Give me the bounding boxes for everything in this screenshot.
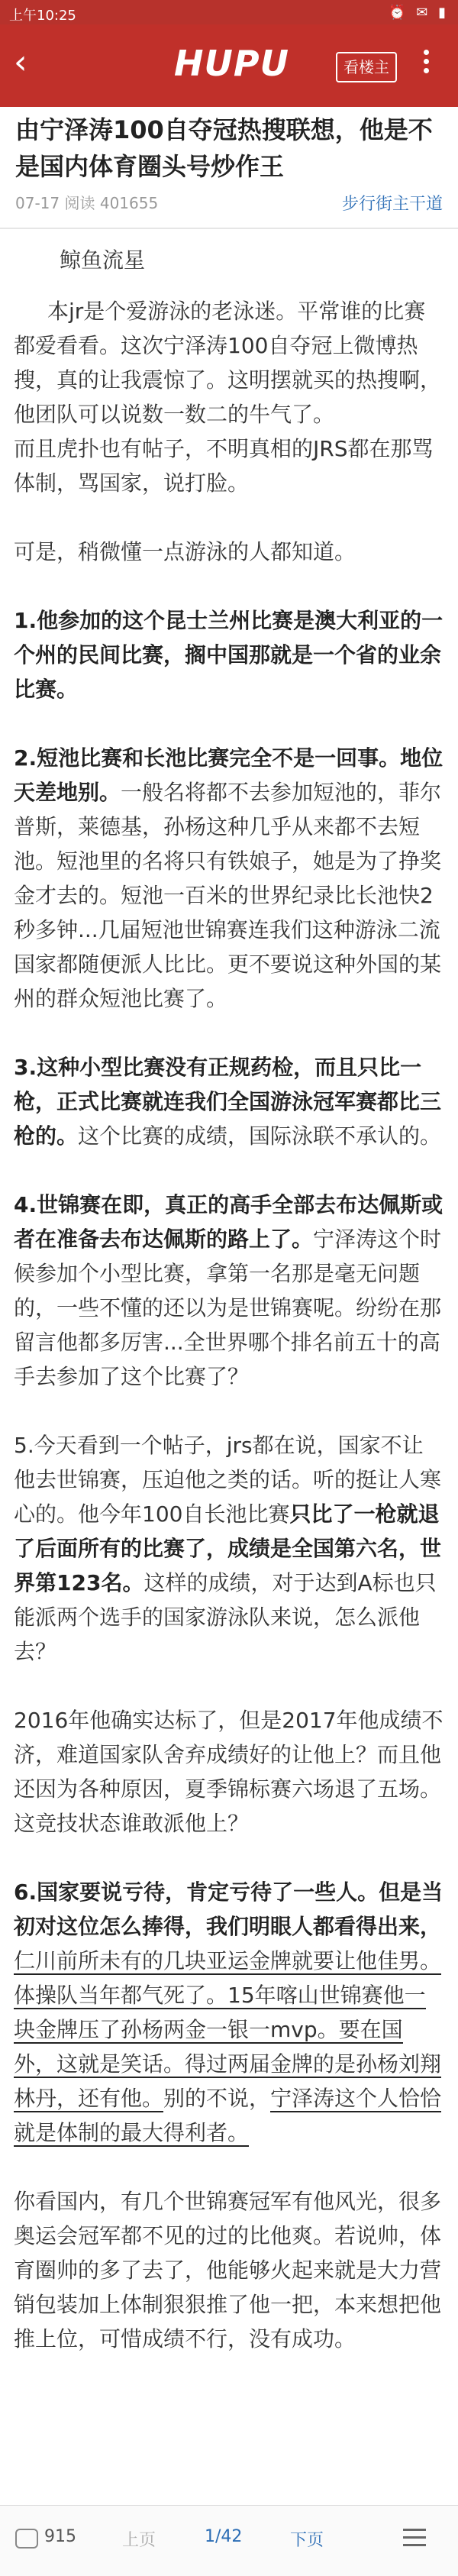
divider xyxy=(0,228,458,229)
post-content xyxy=(14,243,444,2390)
bold-text: 4.世锦赛在即，真正的高手全部去布达佩斯或者在准备去布达佩斯的路上了。 xyxy=(14,1192,443,1252)
paragraph-2: 可是，稍微懂一点游泳的人都知道。 xyxy=(14,539,356,564)
read-label: 阅读 xyxy=(64,194,95,212)
bold-text: 2.短池比赛和长池比赛完全不是一回事。地位天差地别。 xyxy=(14,745,443,805)
paragraph-text: 这样的成绩，对于达到A标也只能派两个选手的国家游泳队来说，怎么派他去？ xyxy=(14,1570,437,1664)
paragraph-9 xyxy=(14,1875,444,2150)
post-date: 07-17 xyxy=(15,194,60,212)
underlined-text: 仁川前所未有的几块亚运金牌就要让他佳男。 xyxy=(14,1948,442,1973)
menu-icon[interactable] xyxy=(403,2529,426,2552)
status-time: 上午10:25 xyxy=(9,8,76,24)
underlined-text: 要在国外，这就是笑话。得过两届金牌的是孙杨刘翔林丹，还有他。 xyxy=(14,2017,442,2111)
bottom-bar xyxy=(0,2505,458,2576)
bold-text: 只比了一枪就退了后面所有的比赛了，成绩是全国第六名，世界第123名。 xyxy=(14,1501,442,1595)
paragraph-6 xyxy=(14,1188,444,1394)
paragraph-8: 2016年他确实达标了，但是2017年他成绩不济，难道国家队舍弃成绩好的让他上？而且他还因为各种原因，夏季锦标赛六场退了五场。这竞技状态谁敢派他上？ xyxy=(14,1708,443,1836)
view-op-only-button[interactable]: 看楼主 xyxy=(336,52,397,82)
paragraph-10: 你看国内，有几个世锦赛冠军有他风光，很多奥运会冠军都不见的过的比他爽。若说帅，体育圈帅的多了去了，他能够火起来就是大力营销包装加上体制狠狠推了他一把，本来想把他推上位，可惜成绩不行，没有成功。 xyxy=(14,2189,442,2351)
paragraph-4 xyxy=(14,741,444,1016)
back-icon[interactable]: ‹ xyxy=(14,43,27,82)
underlined-text: 体操队当年都气死了。 xyxy=(14,1983,228,2008)
paragraph-7 xyxy=(14,1428,444,1669)
page-indicator[interactable]: 1/42 xyxy=(205,2527,243,2546)
prev-page-button[interactable]: 上页 xyxy=(122,2531,156,2550)
underlined-text: 宁泽涛这个人恰恰就是体制的最大得利者。 xyxy=(14,2086,442,2145)
comment-icon[interactable] xyxy=(15,2529,38,2549)
paragraph-text: 宁泽涛这个时候参加个小型比赛，拿第一名那是毫无问题的，一些不懂的还以为是世锦赛呢。纷纷在那留言他都多厉害...全世界哪个排名前五十的高手去参加了这个比赛了？ xyxy=(14,1227,442,1389)
paragraph-3 xyxy=(14,603,444,706)
board-link[interactable]: 步行街主干道 xyxy=(341,195,443,214)
paragraph-text: 别的不说， xyxy=(163,2086,271,2111)
paragraph-text: 这个比赛的成绩，国际泳联不承认的。 xyxy=(78,1123,442,1149)
more-options-icon[interactable] xyxy=(418,46,434,84)
signature: 鲸鱼流星 xyxy=(60,247,146,273)
bold-text: 6.国家要说亏待，肯定亏待了一些人。但是当初对这位怎么捧得，我们明眼人都看得出来， xyxy=(14,1879,443,1939)
reply-count[interactable]: 915 xyxy=(44,2527,76,2546)
bold-text: 1.他参加的这个昆士兰州比赛是澳大利亚的一个州的民间比赛，搁中国那就是一个省的业余比赛。 xyxy=(14,608,443,702)
next-page-button[interactable]: 下页 xyxy=(290,2531,324,2550)
paragraph-text: 5.今天看到一个帖子，jrs都在说，国家不让他去世锦赛，压迫他之类的话。听的挺让人寒心的。他今年100自长池比赛 xyxy=(14,1433,442,1527)
paragraph-text: 一般名将都不去参加短池的，菲尔普斯，莱德基，孙杨这种几乎从来都不去短池。短池里的名将只有铁娘子，她是为了挣奖金才去的。短池一百米的世界纪录比长池快2秒多钟...几届短池世锦赛连我们这种游泳二流国家都随便派人比比。更不要说这种外国的某州的群众短池比赛了。 xyxy=(14,780,442,1011)
post-meta xyxy=(15,191,443,214)
status-bar xyxy=(0,0,458,24)
paragraph-intro: 本jr是个爱游泳的老泳迷。平常谁的比赛都爱看看。这次宁泽涛100自夺冠上微博热搜，真的让我震惊了。这明摆就买的热搜啊，他团队可以说数一数二的牛气了。 而且虎扑也有帖子，不明真相的JRS都在那骂体制，骂国家，说打脸。 xyxy=(14,299,442,496)
underlined-text: 15年喀山世锦赛他一块金牌压了孙杨两金一银一mvp。 xyxy=(14,1983,426,2042)
top-nav-bar xyxy=(0,24,458,107)
read-count: 401655 xyxy=(99,194,159,212)
paragraph-5 xyxy=(14,1050,444,1153)
hupu-logo: HUPU xyxy=(174,43,289,84)
post-title: 由宁泽涛100自夺冠热搜联想，他是不是国内体育圈头号炒作王 xyxy=(15,115,433,181)
bold-text: 3.这种小型比赛没有正规药检，而且只比一枪，正式比赛就连我们全国游泳冠军赛都比三枪的。 xyxy=(14,1055,442,1149)
status-icons: ⏰ ✉ ▮ xyxy=(389,5,449,21)
